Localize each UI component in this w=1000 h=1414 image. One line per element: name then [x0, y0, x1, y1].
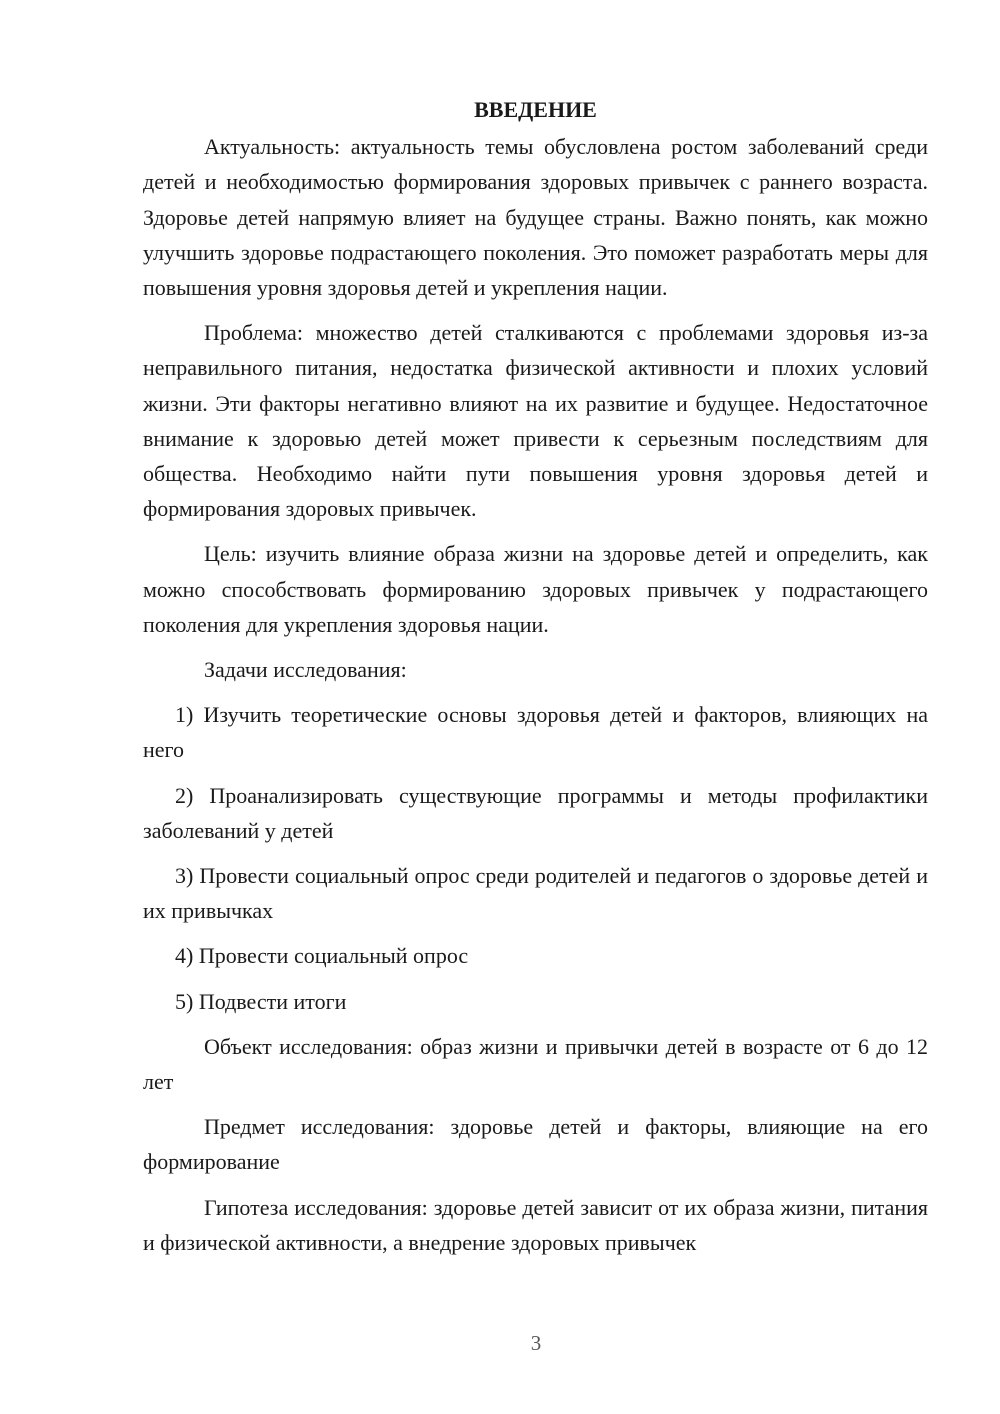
tasks-heading: Задачи исследования: — [204, 657, 407, 683]
task-item-5: 5) Подвести итоги — [175, 988, 347, 1014]
page-number: 3 — [530, 1331, 542, 1355]
task-item-1: 1) Изучить теоретические основы здоровья детей и факторов, влияющих на него — [143, 702, 928, 763]
hypothesis-paragraph: Гипотеза исследования: здоровье детей зависит от их образа жизни, питания и физической активности, а внедрение здоровых привычек — [143, 1194, 928, 1255]
problem-paragraph: Проблема: множество детей сталкиваются с проблемами здоровья из-за неправильного питания, недостатка физической активности и плохих условий жизни. Эти факторы негативно влияют на их развитие и будущее. Недостаточное внимание к здоровью детей может привести к серьезным последствиям для общества. Необходимо найти пути повышения уровня здоровья детей и формирования здоровых привычек. — [143, 320, 928, 522]
task-item-2: 2) Проанализировать существующие программы и методы профилактики заболеваний у детей — [143, 782, 928, 843]
object-paragraph: Объект исследования: образ жизни и привычки детей в возрасте от 6 до 12 лет — [143, 1033, 928, 1095]
task-item-4: 4) Провести социальный опрос — [175, 943, 469, 969]
subject-paragraph: Предмет исследования: здоровье детей и факторы, влияющие на его формирование — [143, 1114, 928, 1175]
document-body — [143, 92, 928, 1270]
page-title: ВВЕДЕНИЕ — [474, 97, 597, 122]
relevance-paragraph: Актуальность: актуальность темы обусловлена ростом заболеваний среди детей и необходимостью формирования здоровых привычек с раннего возраста. Здоровье детей напрямую влияет на будущее страны. Важно понять, как можно улучшить здоровье подрастающего поколения. Это поможет разработать меры для повышения уровня здоровья детей и укрепления нации. — [143, 134, 928, 301]
task-item-3: 3) Провести социальный опрос среди родителей и педагогов о здоровье детей и их привычках — [143, 863, 928, 924]
goal-paragraph: Цель: изучить влияние образа жизни на здоровье детей и определить, как можно способствовать формированию здоровых привычек у подрастающего поколения для укрепления здоровья нации. — [143, 541, 928, 637]
